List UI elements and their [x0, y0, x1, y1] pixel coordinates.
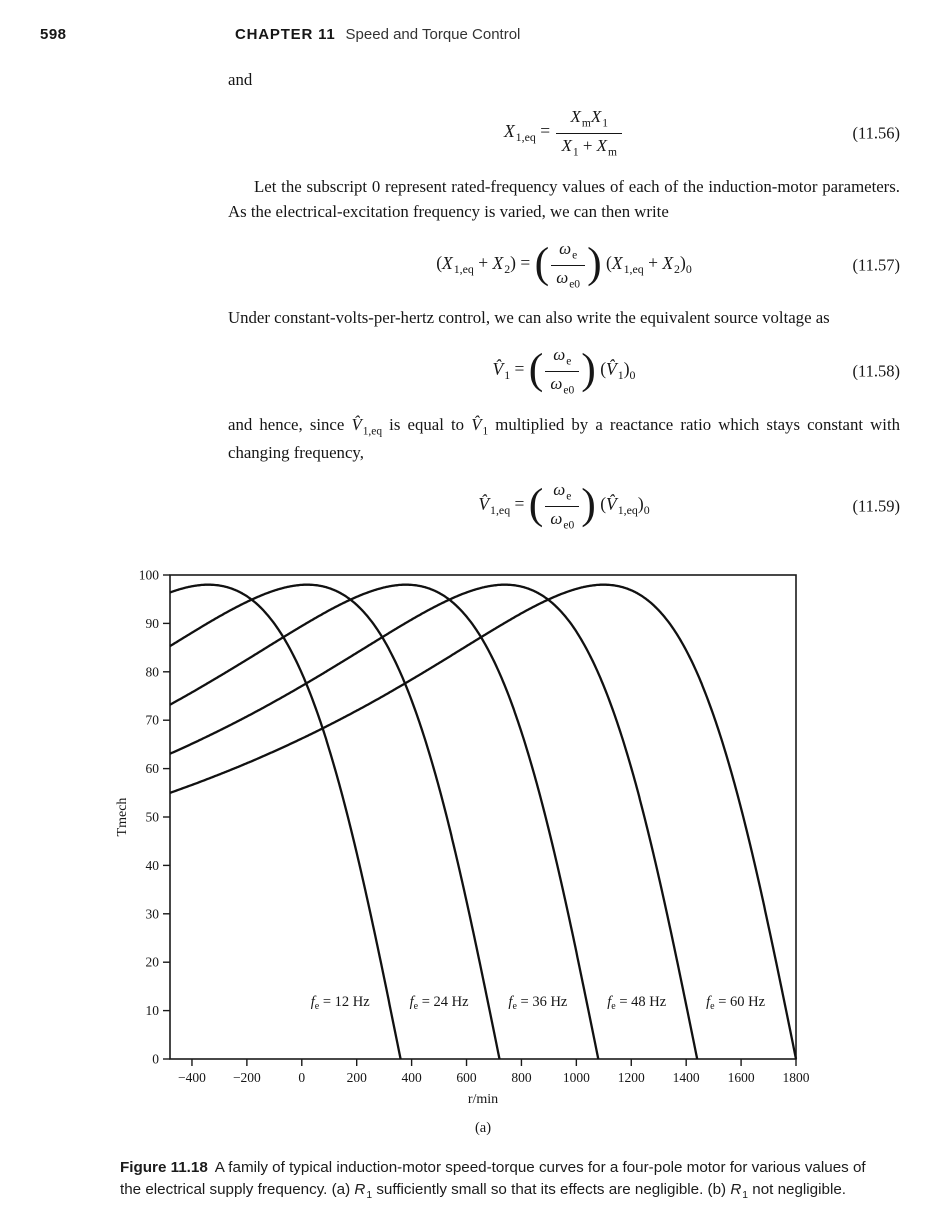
svg-text:1600: 1600 [727, 1069, 755, 1085]
paragraph-rated-frequency: Let the subscript 0 represent rated-frequency values of each of the induction-motor parameters. As the electrical-excitation frequency is varied, we can then write [228, 176, 900, 221]
svg-text:1000: 1000 [562, 1069, 590, 1085]
equation-11-57 [228, 238, 900, 291]
body-column [228, 67, 900, 533]
svg-text:−200: −200 [232, 1069, 261, 1085]
equation-number: (11.57) [852, 254, 900, 274]
figure-sublabel: (a) [474, 1119, 492, 1136]
svg-text:Tmech: Tmech [115, 797, 130, 837]
equation-body: $V̂_{1,eq}$ = ( $\frac{\omega_e}{\omega_{e0}}$ ) $(V̂_{1,eq})_0$ [478, 480, 650, 532]
svg-text:1200: 1200 [617, 1069, 645, 1085]
equation-11-58 [228, 344, 900, 397]
lead-word: and [228, 70, 253, 89]
svg-text:r/min: r/min [467, 1091, 499, 1107]
svg-text:30: 30 [145, 905, 159, 921]
svg-text:800: 800 [511, 1069, 532, 1085]
svg-text:600: 600 [456, 1069, 477, 1085]
svg-text:fe = 36 Hz: $f_e = 36$ Hz [508, 993, 568, 1012]
equation-number: (11.58) [852, 361, 900, 381]
svg-text:40: 40 [145, 857, 159, 873]
equation-11-56 [228, 106, 900, 159]
equation-number: (11.56) [852, 123, 900, 143]
equation-number: (11.59) [852, 496, 900, 516]
svg-text:fe = 12 Hz: $f_e = 12$ Hz [310, 993, 370, 1012]
paragraph-reactance-ratio: and hence, since $V̂_{1,eq}$ is equal to $V̂_1$ multiplied by a reactance ratio which stays constant with changing frequency, [228, 414, 901, 463]
svg-text:0: 0 [298, 1069, 306, 1085]
svg-text:400: 400 [401, 1069, 422, 1085]
equation-body: $X_{1,eq}$ = $\frac{X_mX_1}{X_1 + X_m}$ [504, 106, 624, 159]
svg-text:1400: 1400 [672, 1069, 700, 1085]
svg-text:70: 70 [145, 712, 159, 728]
svg-text:80: 80 [145, 663, 159, 679]
chart-wrap [112, 567, 812, 1137]
page-header [0, 0, 936, 43]
svg-text:100: 100 [138, 567, 159, 583]
svg-text:1800: 1800 [782, 1069, 810, 1085]
equation-body: $(X_{1,eq} + X_2)$ = ( $\frac{\omega_e}{\omega_{e0}}$ ) $(X_{1,eq} + X_2)_0$ [436, 238, 692, 290]
chapter-label: CHAPTER 11 [235, 26, 336, 43]
page-number: 598 [40, 26, 67, 43]
svg-text:50: 50 [145, 809, 159, 825]
paragraph-volts-per-hertz: Under constant-volts-per-hertz control, we can also write the equivalent source voltage as [228, 308, 830, 328]
svg-text:200: 200 [346, 1069, 367, 1085]
equation-body: $V̂_1$ = ( $\frac{\omega_e}{\omega_{e0}}$ ) $(V̂_1)_0$ [492, 345, 636, 397]
svg-text:fe = 60 Hz: $f_e = 60$ Hz [706, 993, 766, 1012]
figure-11-18 [0, 567, 936, 1204]
figure-caption: Figure 11.18 A family of typical induction-motor speed-torque curves for a four-pole motor for various values of the electrical supply frequency. (a) $R_1$ sufficiently small so that its effects are negligible. (b) $R_1$ not negligible. [120, 1158, 866, 1202]
equation-11-59 [228, 479, 900, 532]
svg-text:−400: −400 [178, 1069, 206, 1085]
speed-torque-chart [112, 567, 812, 1120]
svg-text:fe = 48 Hz: $f_e = 48$ Hz [607, 993, 667, 1012]
svg-text:fe = 24 Hz: $f_e = 24$ Hz [409, 993, 469, 1012]
svg-text:0: 0 [152, 1051, 159, 1067]
svg-text:10: 10 [145, 1002, 159, 1018]
svg-text:60: 60 [145, 760, 159, 776]
svg-text:20: 20 [145, 954, 159, 970]
chapter-title: Speed and Torque Control [345, 26, 521, 43]
svg-text:90: 90 [145, 615, 159, 631]
